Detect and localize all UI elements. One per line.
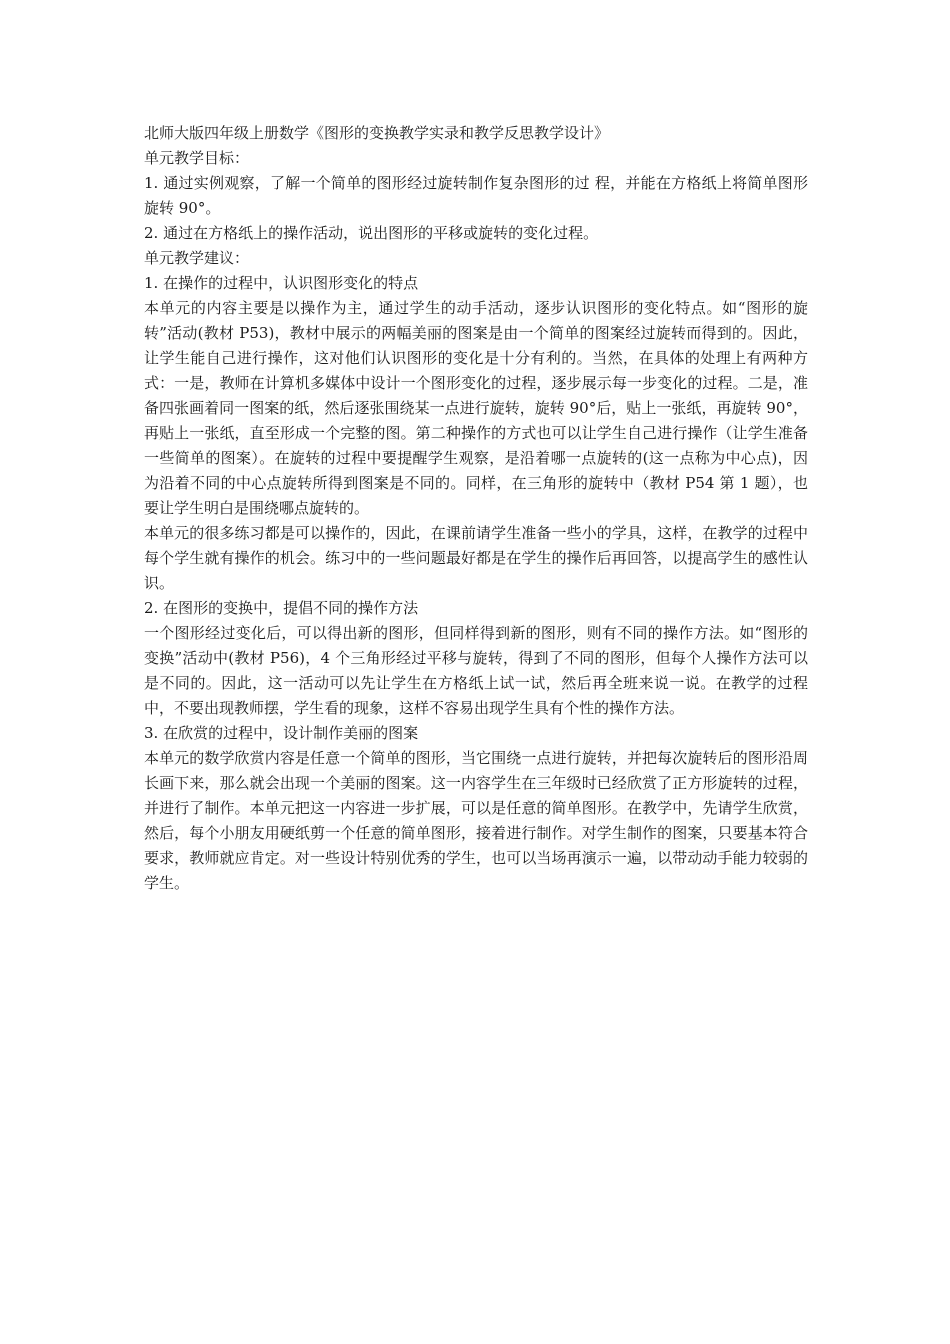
suggestions-heading: 单元教学建议： [144, 249, 250, 267]
suggestion-1-heading: 1. 在操作的过程中，认识图形变化的特点 [144, 274, 419, 292]
suggestion-2-paragraph: 一个图形经过变化后，可以得出新的图形，但同样得到新的图形，则有不同的操作方法。如“图形的变换”活动中(教材 P56)，4 个三角形经过平移与旋转，得到了不同的图形，但每个人操作方法可以是不同的。因此，这一活动可以先让学生在方格纸上试一试，然后再全班来说一说。在教学的过程中，不要出现教师摆，学生看的现象，这样不容易出现学生具有个性的操作方法。 [144, 624, 808, 717]
document-title: 北师大版四年级上册数学《图形的变换教学实录和教学反思教学设计》 [144, 124, 610, 142]
suggestion-3-heading: 3. 在欣赏的过程中，设计制作美丽的图案 [144, 724, 419, 742]
goal-item-2: 2. 通过在方格纸上的操作活动，说出图形的平移或旋转的变化过程。 [144, 224, 599, 242]
suggestion-1-paragraph-2: 本单元的很多练习都是可以操作的，因此，在课前请学生准备一些小的学具，这样，在教学的过程中每个学生就有操作的机会。练习中的一些问题最好都是在学生的操作后再回答，以提高学生的感性认识。 [144, 524, 808, 592]
suggestion-2-heading: 2. 在图形的变换中，提倡不同的操作方法 [144, 599, 419, 617]
document-body [144, 121, 808, 896]
goal-item-1: 1. 通过实例观察，了解一个简单的图形经过旋转制作复杂图形的过 程，并能在方格纸上将简单图形旋转 90°。 [144, 174, 808, 217]
suggestion-1-paragraph-1: 本单元的内容主要是以操作为主，通过学生的动手活动，逐步认识图形的变化特点。如“图形的旋转”活动(教材 P53)，教材中展示的两幅美丽的图案是由一个简单的图案经过旋转而得到的。因此，让学生能自己进行操作，这对他们认识图形的变化是十分有利的。当然，在具体的处理上有两种方式：一是，教师在计算机多媒体中设计一个图形变化的过程，逐步展示每一步变化的过程。二是，准备四张画着同一图案的纸，然后逐张围绕某一点进行旋转，旋转 90°后，贴上一张纸，再旋转 90°，再贴上一张纸，直至形成一个完整的图。第二种操作的方式也可以让学生自己进行操作（让学生准备一些简单的图案）。在旋转的过程中要提醒学生观察，是沿着哪一点旋转的(这一点称为中心点)，因为沿着不同的中心点旋转所得到图案是不同的。同样，在三角形的旋转中（教材 P54 第 1 题），也要让学生明白是围绕哪点旋转的。 [144, 299, 808, 517]
goals-heading: 单元教学目标： [144, 149, 250, 167]
suggestion-3-paragraph: 本单元的数学欣赏内容是任意一个简单的图形，当它围绕一点进行旋转，并把每次旋转后的图形沿周长画下来，那么就会出现一个美丽的图案。这一内容学生在三年级时已经欣赏了正方形旋转的过程，并进行了制作。本单元把这一内容进一步扩展，可以是任意的简单图形。在教学中，先请学生欣赏，然后，每个小朋友用硬纸剪一个任意的简单图形，接着进行制作。对学生制作的图案，只要基本符合要求，教师就应肯定。对一些设计特别优秀的学生，也可以当场再演示一遍，以带动动手能力较弱的学生。 [144, 749, 808, 892]
